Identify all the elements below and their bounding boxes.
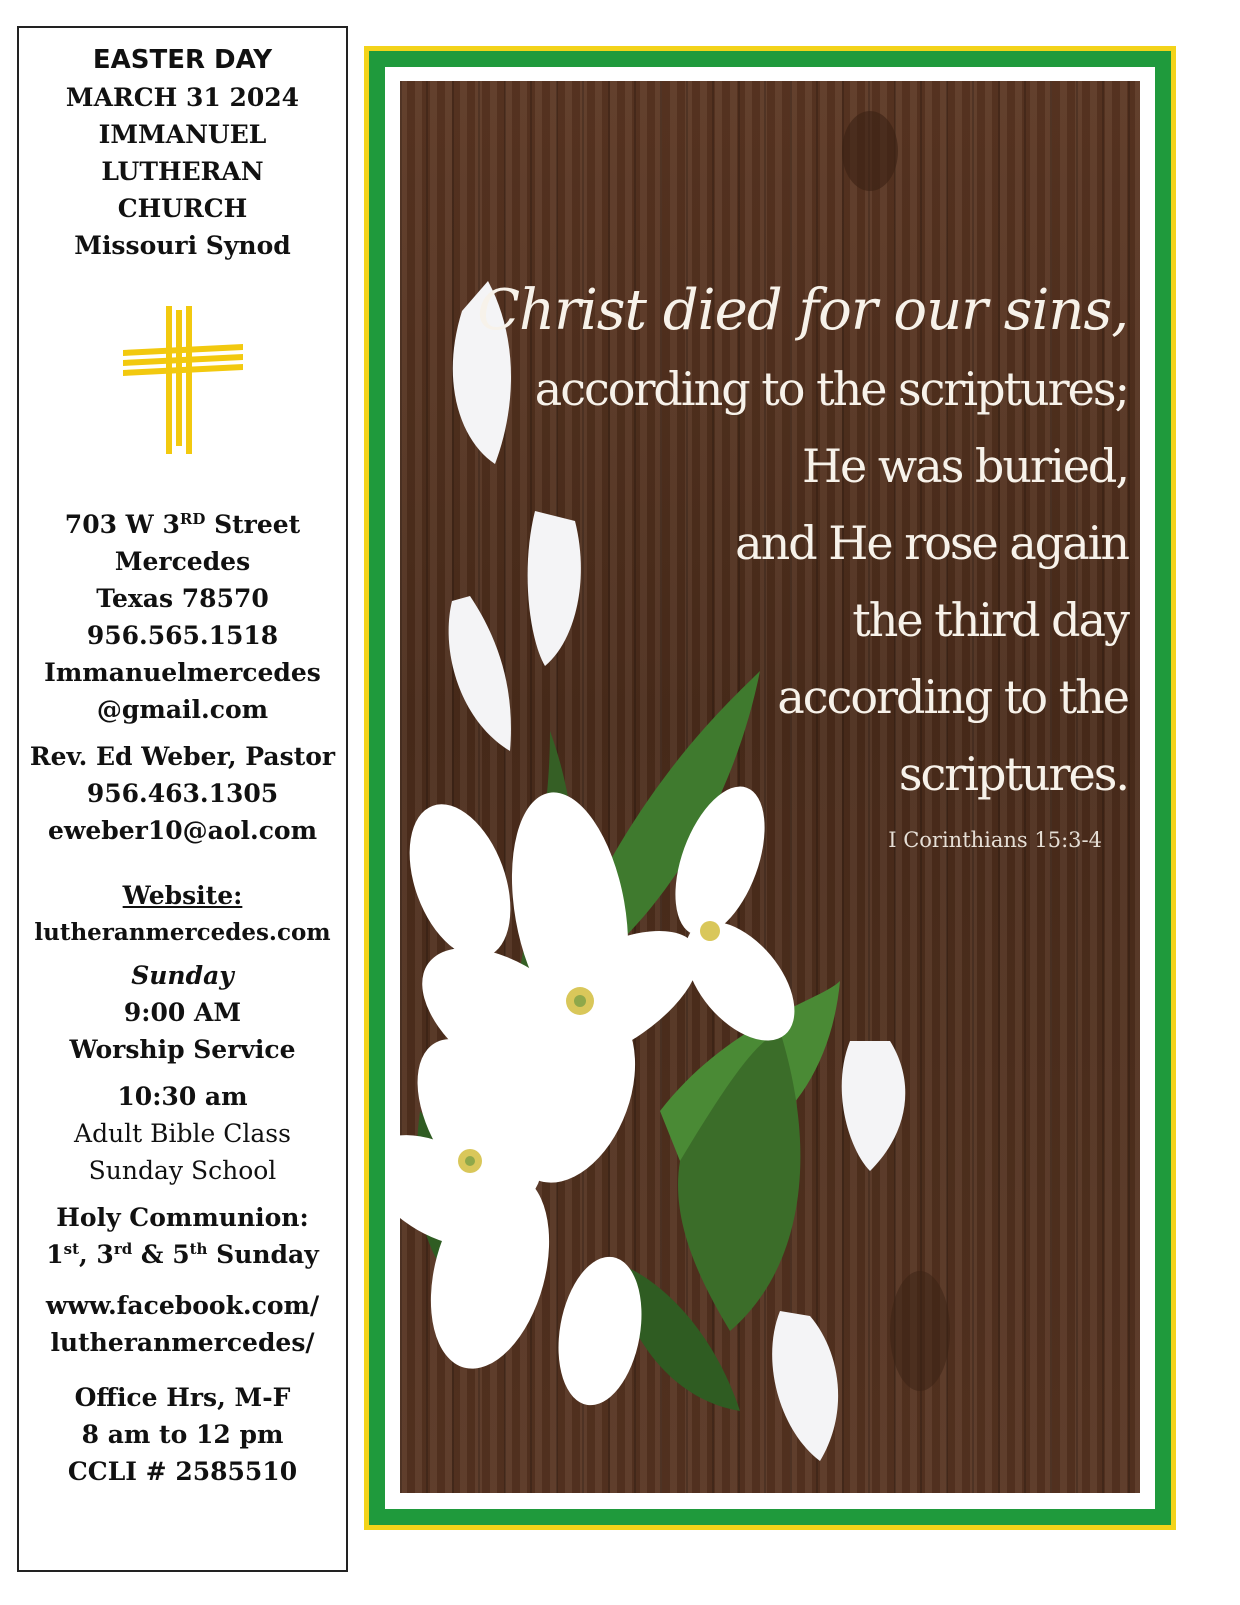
street-address: 703 W 3RD Street (64, 510, 301, 539)
verse-line-5: the third day (852, 593, 1128, 647)
website-url: lutheranmercedes.com (34, 919, 331, 946)
communion-label: Holy Communion: (56, 1203, 309, 1232)
church-name-line-3: CHURCH (117, 194, 248, 223)
city: Mercedes (114, 547, 251, 576)
church-email-line-2: @gmail.com (96, 695, 269, 724)
worship-time: 9:00 AM (123, 998, 242, 1027)
facebook-url-line-2: lutheranmercedes/ (50, 1328, 315, 1357)
white-frame-mat (385, 67, 1155, 1509)
bulletin-cover-frame (364, 46, 1176, 1530)
verse-line-7: scriptures. (898, 747, 1128, 801)
synod-name: Missouri Synod (74, 231, 291, 260)
communion-schedule (19, 1199, 346, 1273)
website-label: Website: (122, 881, 243, 910)
adult-bible-class: Adult Bible Class (74, 1119, 291, 1148)
service-date: MARCH 31 2024 (65, 83, 300, 112)
service-day-title: EASTER DAY (92, 45, 273, 75)
verse-line-3: He was buried, (801, 439, 1128, 493)
church-phone: 956.565.1518 (86, 621, 279, 650)
schedule-day: Sunday (131, 961, 234, 990)
church-info-sidebar (17, 26, 348, 1572)
sunday-school: Sunday School (88, 1156, 277, 1185)
office-hours: 8 am to 12 pm (81, 1420, 284, 1449)
verse-line-4: and He rose again (735, 516, 1128, 570)
worship-schedule (19, 957, 346, 1068)
church-name-line-2: LUTHERAN (101, 157, 264, 186)
bulletin-header (19, 42, 346, 264)
ccli-number: CCLI # 2585510 (67, 1457, 298, 1486)
verse-line-6: according to the (777, 670, 1128, 724)
church-email-line-1: Immanuelmercedes (44, 658, 321, 687)
pastor-contact (19, 738, 346, 849)
pastor-phone: 956.463.1305 (86, 779, 279, 808)
lutheran-cross-icon (123, 306, 243, 454)
church-name-line-1: IMMANUEL (98, 120, 267, 149)
communion-sundays: 1st, 3rd & 5th Sunday (46, 1240, 319, 1269)
verse-line-2: according to the scriptures; (534, 362, 1128, 416)
verse-reference: I Corinthians 15:3-4 (888, 828, 1102, 852)
pastor-email: eweber10@aol.com (47, 816, 318, 845)
pastor-name: Rev. Ed Weber, Pastor (29, 742, 336, 771)
worship-service-label: Worship Service (69, 1035, 296, 1064)
church-address (19, 506, 346, 728)
office-days: Office Hrs, M-F (74, 1383, 291, 1412)
verse-line-1: Christ died for our sins, (477, 278, 1128, 343)
green-frame-border (369, 51, 1171, 1525)
education-schedule (19, 1078, 346, 1189)
easter-cover-image (400, 81, 1140, 1493)
class-time: 10:30 am (117, 1082, 248, 1111)
scripture-verse (477, 271, 1128, 855)
facebook-url-line-1: www.facebook.com/ (45, 1291, 320, 1320)
state-zip: Texas 78570 (96, 584, 269, 613)
office-info (19, 1379, 346, 1490)
website-section (19, 877, 346, 951)
facebook-link (19, 1287, 346, 1361)
